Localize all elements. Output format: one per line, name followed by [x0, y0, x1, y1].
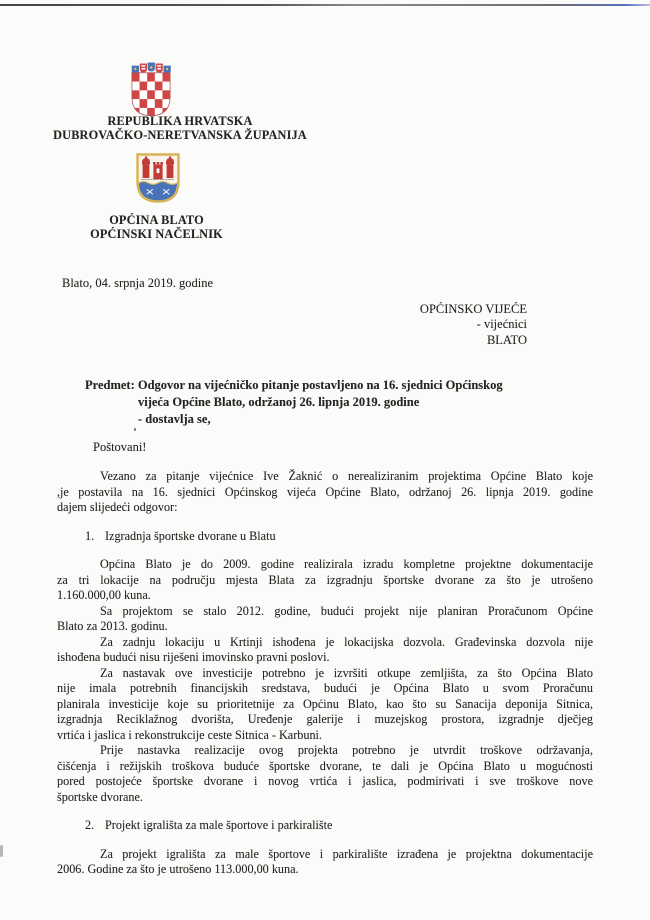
paragraph — [57, 604, 593, 635]
list-item — [57, 529, 593, 545]
subject-line: vijeća Općine Blato, održanoj 26. lipnja 2019. godine — [138, 395, 420, 409]
body-line: planirala investicije koje su prioritetnije za Općinu Blato, kao što su Sanacija deponija Sitnica, — [57, 696, 593, 711]
croatian-coat-of-arms-icon — [130, 61, 172, 117]
paragraph — [57, 557, 593, 604]
recipient-block — [420, 302, 527, 348]
body-line: dajem slijedeći odgovor: — [57, 500, 178, 514]
scan-mark-left-edge — [0, 845, 3, 857]
paragraph — [57, 469, 593, 516]
body-line: vrtića i jaslica i rekonstrukcije ceste Sitnica - Karbuni. — [57, 727, 322, 742]
body-line: Prije nastavka realizacije ovog projekta potrebno je utvrdit troškove održavanja, — [100, 743, 593, 757]
recipient-line: - vijećnici — [476, 317, 527, 332]
subject-first-line — [85, 377, 565, 394]
list-text: Izgradnja športske dvorane u Blatu — [105, 528, 276, 543]
body-line: Za nastavak ove investicije potrebno je izvršiti otkupe zemljišta, za što Općina Blato — [100, 665, 593, 680]
scan-speck — [134, 428, 136, 431]
place-date-line: Blato, 04. srpnja 2019. godine — [62, 276, 214, 290]
municipality-name-line: OPĆINA BLATO — [109, 213, 204, 227]
body-line: Blato za 2013. godinu. — [57, 619, 168, 633]
municipality-header — [30, 214, 283, 241]
body-line: Općina Blato je do 2009. godine realizirala izradu kompletne projektne dokumentacije — [100, 557, 593, 571]
body-line: 2006. Godine za što je utrošeno 113.000,00 kuna. — [57, 862, 299, 876]
body-line: pored postojeće športske dvorane i novog vrtića i jaslica, podmirivati i sve troškove nove — [57, 774, 593, 788]
body-line: Za projekt igrališta za male športove i parkiralište izrađena je projektna dokumentacije — [100, 846, 593, 861]
paragraph — [57, 847, 593, 878]
body-line: Za zadnju lokaciju u Krtinji ishođena je lokacijska dozvola. Građevinska dozvola nije — [100, 634, 593, 649]
list-text: Projekt igrališta za male športove i parkiralište — [105, 818, 333, 832]
state-header — [25, 115, 335, 142]
body-line: za tri lokacije na području mjesta Blata za izgradnju športske dvorane za što je utrošeno — [57, 572, 593, 587]
recipient-line: OPĆINSKO VIJEĆE — [419, 302, 527, 316]
subject-label: Predmet: — [85, 378, 135, 392]
state-name-line: REPUBLIKA HRVATSKA — [107, 114, 253, 128]
salutation: Poštovani! — [93, 440, 147, 454]
subject-line: Odgovor na vijećničko pitanje postavljeno na 16. sjednici Općinskog — [137, 378, 503, 392]
body-line: Sa projektom se stalo 2012. godine, budući projekt nije planiran Proračunom Općine — [100, 603, 593, 618]
body-line: izgradnja Reciklažnog dvorišta, Uređenje galerije i muzejskog prostora, izgradnje dječjeg — [57, 712, 593, 726]
letter-body — [57, 469, 593, 878]
list-number: 1. — [85, 528, 95, 543]
blato-coat-of-arms-icon — [135, 152, 181, 204]
scan-edge-artifact — [0, 4, 650, 6]
paragraph — [57, 743, 593, 805]
paragraph — [57, 666, 593, 744]
subject-line: - dostavlja se, — [138, 412, 211, 426]
office-name-line: OPĆINSKI NAČELNIK — [90, 226, 223, 241]
body-line: ,je postavila na 16. sjednici Općinskog vijeća Općine Blato, održanoj 26. lipnja 2019. godine — [57, 484, 593, 499]
paragraph — [57, 635, 593, 666]
body-line: ishođena budući nisu riješeni imovinsko pravni poslovi. — [57, 650, 330, 664]
recipient-line: BLATO — [486, 332, 527, 347]
body-line: Vezano za pitanje vijećnice Ive Žaknić o nerealiziranim projektima Općine Blato koje — [100, 469, 593, 483]
list-number: 2. — [85, 818, 95, 832]
subject-block — [85, 377, 565, 428]
body-line: nije imala potrebnih financijskih sredstava, budući je Općina Blato u svom Proračunu — [57, 681, 593, 695]
body-line: 1.160.000,00 kuna. — [57, 588, 151, 602]
body-line: čišćenja i režijskih troškova buduće športske dvorane, te dali je Općina Blato u mogućnosti — [57, 758, 593, 773]
body-line: športske dvorane. — [57, 789, 143, 804]
county-name-line: DUBROVAČKO-NERETVANSKA ŽUPANIJA — [53, 127, 307, 142]
list-item — [57, 818, 593, 834]
